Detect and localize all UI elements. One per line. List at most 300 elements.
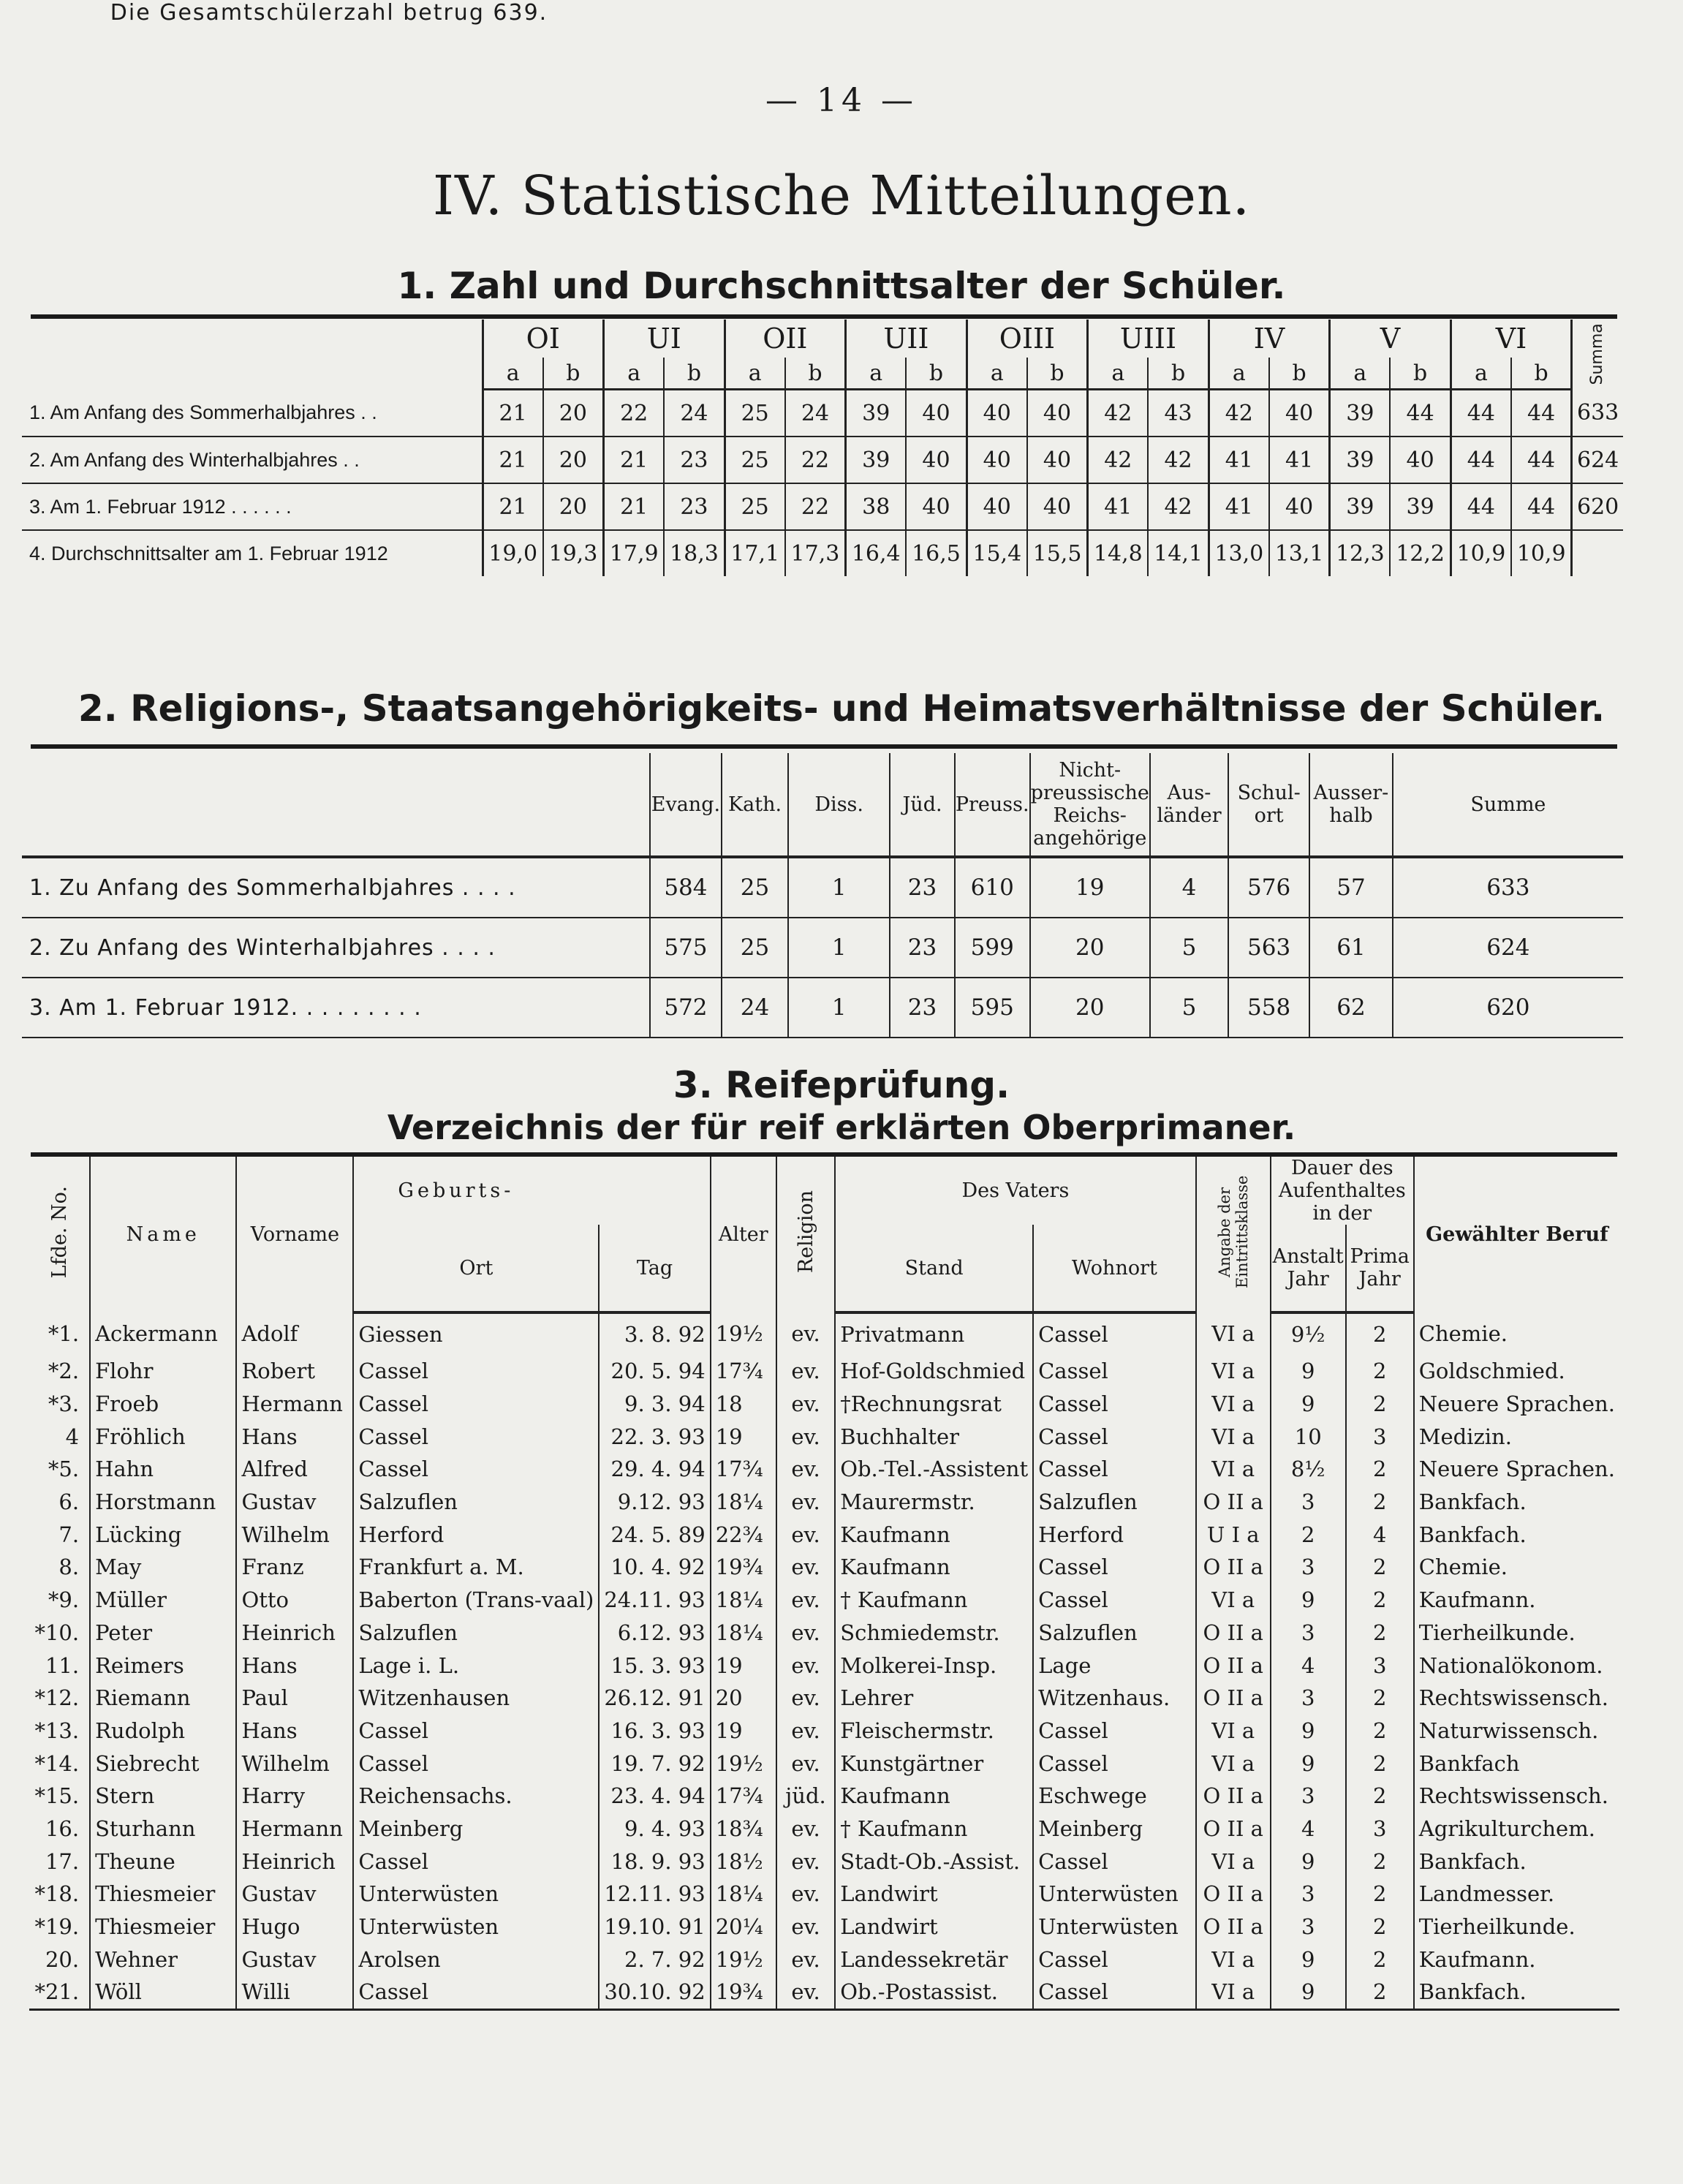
graduate-rel: ev. — [776, 1976, 835, 2009]
class-value: 15,4 — [967, 530, 1027, 576]
religion-row — [22, 918, 1623, 978]
graduate-stand: † Kaufmann — [835, 1813, 1033, 1845]
class-value: 40 — [1027, 390, 1088, 437]
lfde-label: Lfde. No. — [48, 1185, 71, 1279]
cell-value: 23 — [890, 918, 955, 978]
graduate-tag: 22. 3. 93 — [599, 1420, 710, 1453]
geburts-header: Geburts- — [353, 1157, 710, 1225]
row-sum: 624 — [1572, 437, 1623, 483]
graduate-alter: 18¼ — [711, 1878, 776, 1911]
graduate-alter: 18¾ — [711, 1813, 776, 1845]
class-value: 40 — [1027, 437, 1088, 483]
graduate-anstalt: 4 — [1271, 1813, 1346, 1845]
graduate-wohnort: Eschwege — [1033, 1780, 1196, 1813]
class-value: 41 — [1209, 483, 1269, 530]
class-value: 14,8 — [1088, 530, 1149, 576]
graduate-row — [29, 1682, 1619, 1715]
graduate-row — [29, 1813, 1619, 1845]
graduate-row — [29, 1747, 1619, 1780]
cell-value: 24 — [722, 978, 788, 1038]
class-value: 19,0 — [483, 530, 543, 576]
graduate-name: Wehner — [90, 1943, 236, 1976]
class-value: 21 — [604, 437, 665, 483]
graduate-alter: 18¼ — [711, 1486, 776, 1519]
graduate-stand: Lehrer — [835, 1682, 1033, 1715]
graduate-tag: 18. 9. 93 — [599, 1845, 710, 1878]
eintritt-header — [1196, 1157, 1271, 1312]
graduate-anstalt: 9 — [1271, 1355, 1346, 1388]
graduate-beruf: Chemie. — [1414, 1551, 1619, 1584]
graduates-header-row-1 — [29, 1157, 1619, 1225]
graduate-tag: 23. 4. 94 — [599, 1780, 710, 1813]
graduate-alter: 20 — [711, 1682, 776, 1715]
graduate-tag: 19.10. 91 — [599, 1911, 710, 1943]
column-header: Diss. — [788, 753, 890, 857]
sub-a: a — [483, 358, 543, 390]
class-value: 20 — [543, 390, 604, 437]
graduate-klasse: O II a — [1196, 1813, 1271, 1845]
graduate-prima: 2 — [1346, 1617, 1414, 1650]
class-stat-row — [22, 483, 1623, 530]
class-value: 17,3 — [785, 530, 846, 576]
column-header: Jüd. — [890, 753, 955, 857]
class-value: 42 — [1209, 390, 1269, 437]
graduate-row — [29, 1943, 1619, 1976]
column-header: Evang. — [650, 753, 722, 857]
graduate-no: *19. — [34, 1914, 80, 1940]
graduate-alter: 18¼ — [711, 1584, 776, 1617]
class-value: 12,2 — [1390, 530, 1451, 576]
graduate-rel: ev. — [776, 1878, 835, 1911]
graduate-prima: 2 — [1346, 1747, 1414, 1780]
graduate-anstalt: 3 — [1271, 1617, 1346, 1650]
class-value: 25 — [725, 390, 785, 437]
graduate-tag: 24. 5. 89 — [599, 1518, 710, 1551]
class-value: 44 — [1390, 390, 1451, 437]
religion-header-row — [22, 753, 1623, 857]
graduate-vorname: Franz — [236, 1551, 353, 1584]
graduate-beruf: Rechtswissensch. — [1414, 1682, 1619, 1715]
class-value: 19,3 — [543, 530, 604, 576]
graduate-klasse: VI a — [1196, 1943, 1271, 1976]
graduate-alter: 19¾ — [711, 1976, 776, 2009]
row-label: 3. Am 1. Februar 1912 . . . . . . — [22, 483, 483, 530]
class-value: 20 — [543, 437, 604, 483]
sum-header: Summa — [1572, 320, 1623, 390]
graduate-no: *3. — [48, 1391, 80, 1417]
graduate-row — [29, 1845, 1619, 1878]
graduate-vorname: Paul — [236, 1682, 353, 1715]
cell-value: 575 — [650, 918, 722, 978]
cell-value: 5 — [1150, 918, 1228, 978]
sub-a: a — [1088, 358, 1149, 390]
class-header-row — [22, 320, 1623, 358]
cell-value: 624 — [1393, 918, 1623, 978]
class-stat-row — [22, 437, 1623, 483]
graduate-stand: Buchhalter — [835, 1420, 1033, 1453]
section1-top-rule — [31, 314, 1617, 319]
graduate-prima: 2 — [1346, 1943, 1414, 1976]
graduate-alter: 17¾ — [711, 1780, 776, 1813]
graduate-klasse: O II a — [1196, 1682, 1271, 1715]
class-value: 40 — [1269, 483, 1330, 530]
graduate-anstalt: 9 — [1271, 1845, 1346, 1878]
class-value: 21 — [483, 437, 543, 483]
graduate-row — [29, 1518, 1619, 1551]
graduate-wohnort: Unterwüsten — [1033, 1878, 1196, 1911]
graduate-stand: Landessekretär — [835, 1943, 1033, 1976]
graduate-wohnort: Cassel — [1033, 1584, 1196, 1617]
graduate-vorname: Heinrich — [236, 1617, 353, 1650]
graduate-rel: ev. — [776, 1388, 835, 1421]
graduate-rel: ev. — [776, 1453, 835, 1486]
lfde-header — [29, 1157, 90, 1312]
class-value: 39 — [846, 437, 907, 483]
graduate-beruf: Bankfach. — [1414, 1486, 1619, 1519]
graduate-anstalt: 3 — [1271, 1911, 1346, 1943]
cell-value: 1 — [788, 857, 890, 918]
graduate-prima: 2 — [1346, 1780, 1414, 1813]
graduate-anstalt: 9 — [1271, 1943, 1346, 1976]
graduates-table — [29, 1157, 1619, 2011]
graduate-vorname: Otto — [236, 1584, 353, 1617]
graduate-row — [29, 1780, 1619, 1813]
graduate-vorname: Harry — [236, 1780, 353, 1813]
graduate-no: 20. — [45, 1946, 80, 1972]
graduate-prima: 3 — [1346, 1420, 1414, 1453]
graduate-tag: 3. 8. 92 — [599, 1312, 710, 1355]
graduate-ort: Baberton (Trans-vaal) — [353, 1584, 599, 1617]
graduate-tag: 12.11. 93 — [599, 1878, 710, 1911]
graduate-prima: 2 — [1346, 1878, 1414, 1911]
graduate-stand: Landwirt — [835, 1911, 1033, 1943]
cell-value: 563 — [1228, 918, 1309, 978]
graduate-prima: 2 — [1346, 1845, 1414, 1878]
graduate-no: *2. — [48, 1359, 80, 1384]
graduate-alter: 19 — [711, 1420, 776, 1453]
graduate-beruf: Medizin. — [1414, 1420, 1619, 1453]
cell-value: 599 — [955, 918, 1030, 978]
graduate-alter: 19½ — [711, 1943, 776, 1976]
graduate-alter: 19½ — [711, 1747, 776, 1780]
graduate-no: *18. — [34, 1881, 80, 1907]
class-value: 10,9 — [1511, 530, 1572, 576]
graduate-prima: 2 — [1346, 1355, 1414, 1388]
class-value: 41 — [1209, 437, 1269, 483]
graduate-name: Riemann — [90, 1682, 236, 1715]
religion-header — [776, 1157, 835, 1312]
cell-value: 25 — [722, 918, 788, 978]
cell-value: 57 — [1309, 857, 1393, 918]
graduate-klasse: U I a — [1196, 1518, 1271, 1551]
class-value: 40 — [906, 437, 967, 483]
graduate-vorname: Gustav — [236, 1878, 353, 1911]
graduate-alter: 19½ — [711, 1312, 776, 1355]
class-stat-row — [22, 390, 1623, 437]
graduate-no: 17. — [45, 1848, 80, 1874]
graduate-name: Sturhann — [90, 1813, 236, 1845]
cell-value: 1 — [788, 918, 890, 978]
name-header: Name — [90, 1157, 236, 1312]
graduate-stand: Ob.-Tel.-Assistent — [835, 1453, 1033, 1486]
graduate-prima: 2 — [1346, 1911, 1414, 1943]
graduate-tag: 9. 4. 93 — [599, 1813, 710, 1845]
graduate-no: 7. — [58, 1522, 80, 1547]
graduate-ort: Unterwüsten — [353, 1911, 599, 1943]
sub-b: b — [664, 358, 725, 390]
class-value: 39 — [846, 390, 907, 437]
graduate-tag: 10. 4. 92 — [599, 1551, 710, 1584]
class-header: OI — [483, 320, 604, 358]
class-value: 42 — [1088, 437, 1149, 483]
graduate-rel: ev. — [776, 1355, 835, 1388]
sub-b: b — [1148, 358, 1209, 390]
graduate-klasse: O II a — [1196, 1617, 1271, 1650]
cell-value: 20 — [1030, 978, 1150, 1038]
class-header: IV — [1209, 320, 1330, 358]
graduate-wohnort: Cassel — [1033, 1976, 1196, 2009]
class-value: 40 — [906, 390, 967, 437]
cell-value: 620 — [1393, 978, 1623, 1038]
section2-top-rule — [31, 744, 1617, 749]
graduate-vorname: Gustav — [236, 1486, 353, 1519]
graduate-rel: ev. — [776, 1682, 835, 1715]
column-header: Preuss. — [955, 753, 1030, 857]
graduate-anstalt: 2 — [1271, 1518, 1346, 1551]
graduate-klasse: VI a — [1196, 1584, 1271, 1617]
graduate-name: Wöll — [90, 1976, 236, 2009]
class-value: 20 — [543, 483, 604, 530]
graduate-alter: 17¾ — [711, 1453, 776, 1486]
class-value: 38 — [846, 483, 907, 530]
graduate-stand: Kaufmann — [835, 1551, 1033, 1584]
class-value: 40 — [1269, 390, 1330, 437]
graduate-prima: 2 — [1346, 1486, 1414, 1519]
graduate-beruf: Bankfach. — [1414, 1518, 1619, 1551]
cell-value: 633 — [1393, 857, 1623, 918]
graduate-name: Peter — [90, 1617, 236, 1650]
graduate-row — [29, 1453, 1619, 1486]
class-value: 39 — [1330, 437, 1391, 483]
religion-row — [22, 857, 1623, 918]
class-value: 39 — [1330, 483, 1391, 530]
class-value: 17,9 — [604, 530, 665, 576]
cell-value: 19 — [1030, 857, 1150, 918]
graduate-no: 16. — [45, 1815, 80, 1841]
graduate-vorname: Robert — [236, 1355, 353, 1388]
class-value: 24 — [664, 390, 725, 437]
graduate-name: Reimers — [90, 1649, 236, 1682]
graduate-row — [29, 1649, 1619, 1682]
graduate-stand: Hof-Goldschmied — [835, 1355, 1033, 1388]
graduate-vorname: Hermann — [236, 1813, 353, 1845]
graduate-prima: 2 — [1346, 1312, 1414, 1355]
graduate-beruf: Tierheilkunde. — [1414, 1911, 1619, 1943]
section2-title: 2. Religions-, Staatsangehörigkeits- und Heimatsverhältnisse der Schüler. — [77, 687, 1606, 730]
section3-subtitle: Verzeichnis der für reif erklärten Oberprimaner. — [387, 1108, 1296, 1147]
graduate-vorname: Hugo — [236, 1911, 353, 1943]
graduate-prima: 4 — [1346, 1518, 1414, 1551]
class-value: 39 — [1390, 483, 1451, 530]
class-value: 13,0 — [1209, 530, 1269, 576]
alter-header: Alter — [711, 1157, 776, 1312]
graduate-stand: †Rechnungsrat — [835, 1388, 1033, 1421]
graduate-ort: Herford — [353, 1518, 599, 1551]
graduate-alter: 18 — [711, 1388, 776, 1421]
class-value: 42 — [1148, 483, 1209, 530]
graduate-klasse: VI a — [1196, 1355, 1271, 1388]
graduate-stand: Fleischermstr. — [835, 1715, 1033, 1747]
graduate-ort: Cassel — [353, 1355, 599, 1388]
graduate-name: Lücking — [90, 1518, 236, 1551]
graduate-no: *9. — [48, 1587, 80, 1613]
graduate-vorname: Hans — [236, 1420, 353, 1453]
class-stat-row — [22, 530, 1623, 576]
cell-value: 595 — [955, 978, 1030, 1038]
sub-b: b — [1511, 358, 1572, 390]
graduate-wohnort: Cassel — [1033, 1715, 1196, 1747]
graduate-no: *14. — [34, 1750, 80, 1776]
graduate-wohnort: Witzenhaus. — [1033, 1682, 1196, 1715]
class-value: 41 — [1269, 437, 1330, 483]
graduate-row — [29, 1420, 1619, 1453]
graduate-tag: 9. 3. 94 — [599, 1388, 710, 1421]
total-students-note: Die Gesamtschülerzahl betrug 639. — [110, 0, 548, 26]
row-label: 4. Durchschnittsalter am 1. Februar 1912 — [29, 542, 388, 564]
graduate-wohnort: Salzuflen — [1033, 1617, 1196, 1650]
cell-value: 23 — [890, 857, 955, 918]
graduate-klasse: VI a — [1196, 1453, 1271, 1486]
graduate-tag: 16. 3. 93 — [599, 1715, 710, 1747]
class-value: 17,1 — [725, 530, 785, 576]
graduate-beruf: Nationalökonom. — [1414, 1649, 1619, 1682]
class-header: UII — [846, 320, 967, 358]
graduate-name: Müller — [90, 1584, 236, 1617]
graduate-ort: Cassel — [353, 1453, 599, 1486]
graduate-beruf: Goldschmied. — [1414, 1355, 1619, 1388]
class-value: 44 — [1451, 437, 1511, 483]
graduate-rel: ev. — [776, 1486, 835, 1519]
graduate-anstalt: 10 — [1271, 1420, 1346, 1453]
graduate-anstalt: 3 — [1271, 1682, 1346, 1715]
graduate-anstalt: 9½ — [1271, 1312, 1346, 1355]
graduate-alter: 18½ — [711, 1845, 776, 1878]
graduate-alter: 17¾ — [711, 1355, 776, 1388]
graduate-alter: 22¾ — [711, 1518, 776, 1551]
graduate-wohnort: Herford — [1033, 1518, 1196, 1551]
class-value: 21 — [483, 483, 543, 530]
class-value: 44 — [1511, 437, 1572, 483]
graduate-ort: Cassel — [353, 1747, 599, 1780]
sub-a: a — [1451, 358, 1511, 390]
graduate-row — [29, 1551, 1619, 1584]
graduate-stand: Ob.-Postassist. — [835, 1976, 1033, 2009]
beruf-header: Gewählter Beruf — [1414, 1157, 1619, 1312]
graduate-wohnort: Unterwüsten — [1033, 1911, 1196, 1943]
page-number: — 14 — — [765, 82, 918, 119]
graduate-tag: 9.12. 93 — [599, 1486, 710, 1519]
graduate-ort: Lage i. L. — [353, 1649, 599, 1682]
row-label: 1. Am Anfang des Sommerhalbjahres . . — [22, 390, 483, 437]
column-header: Nicht-preussische Reichs-angehörige — [1030, 753, 1150, 857]
graduate-alter: 19 — [711, 1715, 776, 1747]
graduate-wohnort: Cassel — [1033, 1747, 1196, 1780]
vaters-header: Des Vaters — [835, 1157, 1195, 1225]
row-sum: 620 — [1572, 483, 1623, 530]
graduate-rel: jüd. — [776, 1780, 835, 1813]
graduate-klasse: VI a — [1196, 1388, 1271, 1421]
graduate-row — [29, 1584, 1619, 1617]
graduate-row — [29, 1355, 1619, 1388]
graduate-vorname: Hans — [236, 1649, 353, 1682]
graduate-row — [29, 1388, 1619, 1421]
graduate-anstalt: 3 — [1271, 1780, 1346, 1813]
header-blank — [22, 753, 650, 857]
sub-a: a — [1330, 358, 1391, 390]
class-header: UIII — [1088, 320, 1209, 358]
column-header: Kath. — [722, 753, 788, 857]
graduate-wohnort: Cassel — [1033, 1420, 1196, 1453]
graduate-klasse: O II a — [1196, 1780, 1271, 1813]
religion-row — [22, 978, 1623, 1038]
graduate-name: Ackermann — [90, 1312, 236, 1355]
column-header: Aus-länder — [1150, 753, 1228, 857]
class-value: 22 — [785, 483, 846, 530]
graduate-klasse: O II a — [1196, 1551, 1271, 1584]
graduate-tag: 20. 5. 94 — [599, 1355, 710, 1388]
graduate-anstalt: 8½ — [1271, 1453, 1346, 1486]
graduate-wohnort: Cassel — [1033, 1453, 1196, 1486]
graduate-ort: Salzuflen — [353, 1617, 599, 1650]
cell-value: 62 — [1309, 978, 1393, 1038]
graduate-rel: ev. — [776, 1518, 835, 1551]
sub-a: a — [725, 358, 785, 390]
graduate-rel: ev. — [776, 1845, 835, 1878]
graduate-stand: Kunstgärtner — [835, 1747, 1033, 1780]
sub-b: b — [906, 358, 967, 390]
graduate-tag: 6.12. 93 — [599, 1617, 710, 1650]
graduate-ort: Frankfurt a. M. — [353, 1551, 599, 1584]
graduate-rel: ev. — [776, 1420, 835, 1453]
graduate-rel: ev. — [776, 1715, 835, 1747]
class-value: 14,1 — [1148, 530, 1209, 576]
graduate-name: Fröhlich — [90, 1420, 236, 1453]
graduate-rel: ev. — [776, 1312, 835, 1355]
sub-b: b — [1027, 358, 1088, 390]
graduate-vorname: Hans — [236, 1715, 353, 1747]
graduate-vorname: Hermann — [236, 1388, 353, 1421]
graduate-alter: 19¾ — [711, 1551, 776, 1584]
class-value: 23 — [664, 437, 725, 483]
class-value: 16,5 — [906, 530, 967, 576]
graduate-wohnort: Salzuflen — [1033, 1486, 1196, 1519]
graduate-no: *5. — [48, 1456, 80, 1482]
tag-header: Tag — [599, 1225, 710, 1312]
class-header: UI — [604, 320, 725, 358]
graduate-no: *21. — [29, 1976, 90, 2009]
graduate-tag: 2. 7. 92 — [599, 1943, 710, 1976]
graduate-klasse: O II a — [1196, 1911, 1271, 1943]
cell-value: 4 — [1150, 857, 1228, 918]
graduate-name: May — [90, 1551, 236, 1584]
graduate-alter: 19 — [711, 1649, 776, 1682]
graduate-name: Rudolph — [90, 1715, 236, 1747]
sub-a: a — [604, 358, 665, 390]
cell-value: 576 — [1228, 857, 1309, 918]
column-header: Ausser-halb — [1309, 753, 1393, 857]
cell-value: 572 — [650, 978, 722, 1038]
sub-a: a — [967, 358, 1027, 390]
